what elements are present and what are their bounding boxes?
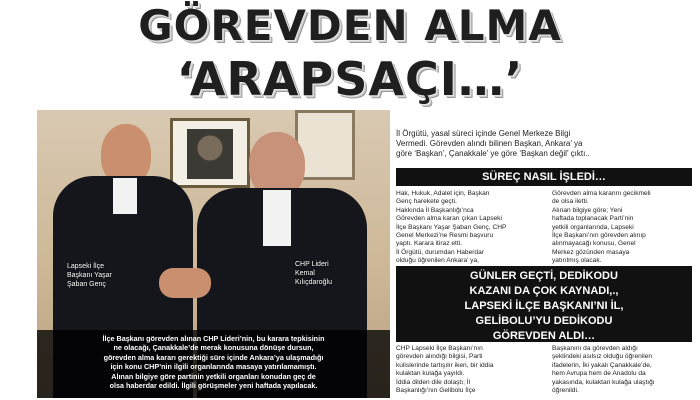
column-line: İddia dilden dile dolaştı; İl	[396, 378, 471, 386]
section-title-dedikodu	[396, 266, 692, 342]
article-column-4	[552, 345, 694, 395]
photo-caption	[37, 330, 390, 398]
column-line: haftada toplanacak Parti’nin	[552, 215, 634, 223]
wall-portrait-frame	[170, 118, 250, 188]
column-line: olduğu öğrenilen Ankara’ ya,	[396, 257, 479, 265]
column-line: şeklindeki asılsız olduğu öğrenilen	[552, 353, 653, 361]
photo-label-right-line: Kemal	[295, 270, 315, 277]
caption-line: olsa haberdar edildi. İlgili görüşmeler yeni haftada yapılacak.	[109, 381, 318, 391]
intro-text	[396, 129, 696, 159]
column-line: İl Örgütü, durumdan Haberdar	[396, 248, 484, 256]
section-title-surec: SÜREÇ NASIL İŞLEDİ…	[396, 168, 692, 186]
photo-label-right	[295, 260, 332, 287]
column-line: yetkili organlarında, Lapseki	[552, 223, 634, 231]
column-line: kulaktan kulağa yayıldı.	[396, 370, 465, 378]
column-line: yakasında, kulaktan kulağa ulaştığı	[552, 378, 655, 386]
section-title-line: KAZANI DA ÇOK KAYNADI,.,	[469, 285, 619, 297]
column-line: Genel Merkezi’ne Resmi başvuru	[396, 232, 494, 240]
column-line: yatırılmış olacak.	[552, 257, 602, 265]
column-line: Hakkında İl Başkanlığı’nca	[396, 206, 474, 214]
column-line: Alınan bilgiye göre; Yeni	[552, 206, 623, 214]
column-line: ifadelerin, İki yakalı Çanakkale’de,	[552, 361, 652, 369]
column-line: hem Avrupa hem de Anadolu da	[552, 370, 646, 378]
portrait-figure	[187, 129, 233, 179]
column-line: Başkanını da görevden aldığı	[552, 345, 638, 352]
article-column-1	[396, 190, 538, 266]
column-line: Başkanlığı’nın Gelibolu İlçe	[396, 387, 476, 395]
column-line: İlçe Başkanı’nın görevden alınıp	[552, 232, 646, 240]
column-line: İlçe Başkanı Yaşar Şaban Genç, CHP	[396, 223, 507, 231]
intro-line: göre ‘Başkan’, Çanakkale’ ye göre ‘Başkan değil’ çıktı..	[396, 149, 590, 158]
photo-label-left-line: Şaban Genç	[67, 281, 106, 288]
section-title-line: LAPSEKİ İLÇE BAŞKANI’NI İL,	[464, 300, 624, 312]
section-title-line: GÜNLER GEÇTİ, DEDİKODU	[470, 270, 618, 282]
column-line: Görevden alma kararını gecikmeli	[552, 190, 651, 197]
column-line: de olsa iletti.	[552, 198, 589, 206]
caption-line: ne olacağı, Çanakkale’de merak konusuna dönüşe dursun,	[113, 343, 314, 353]
column-line: kulislerinde tartışılır iken, bir iddia	[396, 361, 494, 369]
column-line: CHP Lapseki İlçe Başkanı’nın	[396, 345, 483, 352]
column-line: öğrenildi.	[552, 387, 579, 395]
article-column-2	[552, 190, 694, 266]
photo-label-left-line: Lapseki İlçe	[67, 263, 104, 270]
section-title-line: GELİBOLU’YU DEDİKODU	[475, 315, 613, 327]
photo-label-left-line: Başkanı Yaşar	[67, 272, 112, 279]
column-line: görevden alındığı bilgisi, Parti	[396, 353, 483, 361]
caption-line: İlçe Başkanı görevden alınan CHP Lideri’nin, bu karara tepkisinin	[102, 334, 325, 343]
caption-line: için konu CHP’nin ilgili organlarında masaya yatırılamamıştı.	[110, 362, 317, 372]
headline-line-1: GÖREVDEN ALMA	[138, 1, 562, 50]
person-left-shirt	[113, 178, 137, 214]
intro-line: Vermedi. Görevden alındı bilinen Başkan, Ankara’ ya	[396, 139, 583, 148]
news-photo	[37, 110, 390, 398]
column-line: Genç harekete geçti.	[396, 198, 457, 206]
photo-label-right-line: Kılıçdaroğlu	[295, 279, 332, 286]
caption-line: görevden alma kararı gerektiği süre içinde Ankara’ya ulaşmadığı	[103, 352, 324, 362]
person-right-shirt	[263, 190, 291, 246]
column-line: yaptı. Karara itiraz etti.	[396, 240, 462, 248]
section-title-line: GÖREVDEN ALDI…	[492, 330, 596, 342]
photo-label-left	[67, 262, 112, 289]
column-line: Merkez gözünden masaya	[552, 248, 630, 256]
column-line: Görevden alma kararı çıkan Lapseki	[396, 215, 502, 223]
headline-line-2: ‘ARAPSAÇI…’	[176, 52, 524, 106]
photo-label-right-line: CHP Lideri	[295, 261, 329, 268]
intro-line: İl Örgütü, yasal süreci içinde Genel Merkeze Bilgi	[396, 129, 571, 138]
article-column-3	[396, 345, 538, 395]
caption-line: Alınan bilgiye göre partinin yetkili organları konudan geç de	[111, 371, 316, 381]
column-line: Hak, Hukuk, Adalet için, Başkan	[396, 190, 490, 197]
handshake	[159, 268, 211, 298]
column-line: alınmayacağı konusu, Genel	[552, 240, 636, 248]
